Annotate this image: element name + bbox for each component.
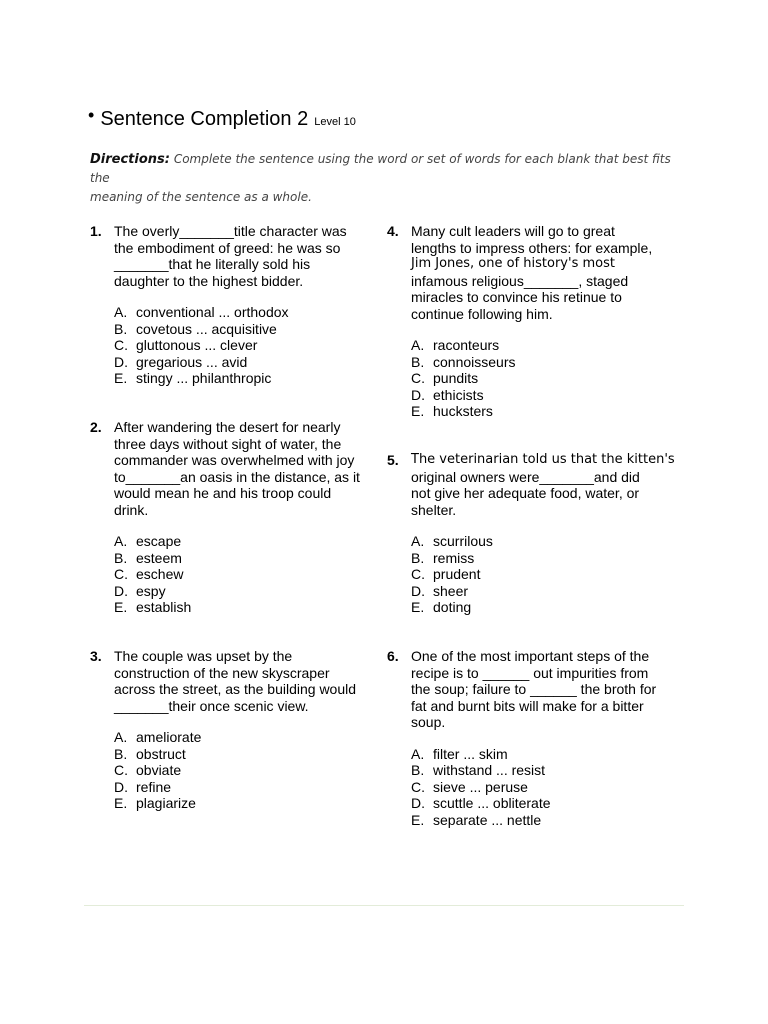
- option-text: eschew: [136, 566, 184, 582]
- option-d[interactable]: [114, 354, 352, 371]
- question-line: drink.: [114, 501, 149, 518]
- options-list: [411, 533, 669, 616]
- option-text: gregarious ... avid: [136, 353, 248, 370]
- option-text: obviate: [136, 762, 182, 778]
- option-a[interactable]: [411, 746, 669, 763]
- option-text: refine: [136, 778, 172, 795]
- question-5: [387, 452, 675, 616]
- directions-text-1: Complete the sentence using the word or set of words for each blank that best fits the: [90, 152, 671, 185]
- question-number: 6.: [387, 648, 399, 664]
- option-letter: A.: [114, 729, 128, 745]
- option-text: withstand ... resist: [433, 762, 546, 778]
- question-6: [387, 648, 669, 828]
- question-line: After wandering the desert for nearly: [114, 419, 341, 435]
- option-b[interactable]: [114, 746, 352, 763]
- option-letter: A.: [114, 304, 128, 320]
- option-c[interactable]: [411, 370, 669, 387]
- option-letter: B.: [411, 549, 425, 566]
- option-a[interactable]: [114, 533, 352, 550]
- option-text: covetous ... acquisitive: [136, 320, 277, 337]
- option-letter: E.: [411, 403, 425, 419]
- option-letter: D.: [114, 353, 128, 370]
- option-b[interactable]: [411, 550, 669, 567]
- option-letter: C.: [114, 762, 128, 778]
- option-letter: A.: [411, 337, 425, 353]
- directions-line-2: meaning of the sentence as a whole.: [90, 190, 312, 204]
- option-letter: B.: [411, 353, 425, 370]
- question-number: 5.: [387, 452, 399, 468]
- option-letter: E.: [114, 795, 128, 811]
- question-line: would mean he and his troop could: [114, 485, 332, 501]
- option-text: hucksters: [433, 403, 493, 419]
- option-d[interactable]: [411, 795, 669, 812]
- option-letter: B.: [114, 320, 128, 337]
- option-text: esteem: [136, 549, 182, 566]
- option-text: sheer: [433, 582, 469, 599]
- question-line: infamous religious_______, staged: [411, 272, 629, 289]
- option-text: espy: [136, 582, 166, 599]
- question-line: _______their once scenic view.: [114, 697, 309, 714]
- options-list: [411, 337, 669, 420]
- directions-label: Directions:: [90, 152, 170, 167]
- option-text: escape: [136, 533, 182, 549]
- question-line: soup.: [411, 714, 446, 730]
- question-number: 3.: [90, 648, 102, 664]
- question-text: [411, 648, 669, 731]
- directions-line-1: [90, 150, 690, 188]
- option-c[interactable]: [411, 566, 669, 583]
- option-c[interactable]: [411, 779, 669, 796]
- option-e[interactable]: [114, 599, 352, 616]
- option-b[interactable]: [114, 321, 352, 338]
- option-letter: D.: [114, 582, 128, 599]
- question-1: [90, 223, 352, 387]
- option-text: sieve ... peruse: [433, 778, 528, 795]
- option-letter: C.: [114, 566, 128, 582]
- option-a[interactable]: [114, 304, 352, 321]
- option-e[interactable]: [411, 812, 669, 829]
- option-text: establish: [136, 599, 192, 615]
- option-letter: D.: [411, 386, 425, 403]
- question-3: [90, 648, 357, 812]
- question-line: miracles to convince his retinue to: [411, 289, 622, 305]
- option-letter: A.: [411, 745, 425, 762]
- option-e[interactable]: [411, 403, 669, 420]
- question-text: [114, 223, 352, 289]
- option-letter: C.: [411, 778, 425, 795]
- question-text: [411, 223, 669, 322]
- question-line: the soup; failure to ______ the broth for: [411, 681, 657, 697]
- option-c[interactable]: [114, 337, 352, 354]
- option-text: obstruct: [136, 745, 186, 762]
- option-letter: E.: [114, 370, 128, 386]
- option-b[interactable]: [411, 354, 669, 371]
- question-line: continue following him.: [411, 305, 553, 322]
- level-label: Level 10: [314, 116, 356, 128]
- question-number: 1.: [90, 223, 102, 239]
- option-text: doting: [433, 599, 472, 615]
- question-line: fat and burnt bits will make for a bitter: [411, 697, 644, 714]
- question-line: The overly_______title character was: [114, 223, 347, 239]
- question-line: original owners were_______and did: [411, 468, 640, 485]
- question-line: lengths to impress others: for example,: [411, 239, 653, 256]
- option-d[interactable]: [411, 583, 669, 600]
- option-letter: D.: [411, 582, 425, 599]
- option-d[interactable]: [114, 583, 352, 600]
- option-c[interactable]: [114, 762, 352, 779]
- option-text: ethicists: [433, 386, 484, 403]
- option-letter: B.: [114, 549, 128, 566]
- option-text: conventional ... orthodox: [136, 304, 289, 320]
- question-line: construction of the new skyscraper: [114, 664, 330, 681]
- option-d[interactable]: [411, 387, 669, 404]
- question-text: [114, 648, 357, 714]
- option-text: pundits: [433, 370, 479, 386]
- option-letter: B.: [411, 762, 425, 778]
- question-text: [114, 419, 360, 518]
- bullet-icon: •: [88, 105, 95, 125]
- question-line: three days without sight of water, the: [114, 435, 342, 452]
- question-line: not give her adequate food, water, or: [411, 485, 640, 501]
- option-letter: C.: [411, 566, 425, 582]
- options-list: [411, 746, 669, 829]
- option-letter: C.: [411, 370, 425, 386]
- option-letter: E.: [411, 599, 425, 615]
- question-line: commander was overwhelmed with joy: [114, 452, 355, 468]
- option-letter: A.: [411, 533, 425, 549]
- option-letter: C.: [114, 337, 128, 353]
- option-e[interactable]: [114, 370, 352, 387]
- options-list: [114, 533, 352, 616]
- footer-divider: [84, 905, 684, 906]
- option-letter: E.: [114, 599, 128, 615]
- question-line: The veterinarian told us that the kitten's: [411, 452, 675, 467]
- option-text: plagiarize: [136, 795, 196, 811]
- option-letter: D.: [411, 795, 425, 811]
- option-a[interactable]: [411, 533, 669, 550]
- option-b[interactable]: [114, 550, 352, 567]
- title-text: Sentence Completion 2: [100, 108, 309, 130]
- question-line: the embodiment of greed: he was so: [114, 239, 341, 256]
- question-line: to_______an oasis in the distance, as it: [114, 468, 360, 485]
- page-title: [88, 106, 356, 129]
- question-line: Jim Jones, one of history's most: [411, 256, 615, 271]
- option-text: connoisseurs: [433, 353, 516, 370]
- question-line: daughter to the highest bidder.: [114, 272, 304, 289]
- option-text: prudent: [433, 566, 481, 582]
- question-line: Many cult leaders will go to great: [411, 223, 615, 239]
- option-letter: A.: [114, 533, 128, 549]
- question-number: 4.: [387, 223, 399, 239]
- option-letter: E.: [411, 811, 425, 828]
- options-list: [114, 729, 352, 812]
- option-d[interactable]: [114, 779, 352, 796]
- question-line: recipe is to ______ out impurities from: [411, 664, 649, 681]
- question-2: [90, 419, 360, 616]
- question-number: 2.: [90, 419, 102, 435]
- option-a[interactable]: [411, 337, 669, 354]
- option-text: ameliorate: [136, 729, 202, 745]
- option-text: scuttle ... obliterate: [433, 795, 551, 811]
- question-line: _______that he literally sold his: [114, 256, 311, 272]
- option-letter: B.: [114, 745, 128, 762]
- option-text: gluttonous ... clever: [136, 337, 258, 353]
- option-e[interactable]: [411, 599, 669, 616]
- directions: [90, 150, 690, 207]
- option-text: remiss: [433, 549, 475, 566]
- question-line: One of the most important steps of the: [411, 648, 650, 664]
- question-4: [387, 223, 669, 420]
- option-text: stingy ... philanthropic: [136, 370, 272, 386]
- option-a[interactable]: [114, 729, 352, 746]
- option-letter: D.: [114, 778, 128, 795]
- option-e[interactable]: [114, 795, 352, 812]
- question-text: [411, 452, 675, 518]
- question-line: shelter.: [411, 501, 457, 518]
- option-b[interactable]: [411, 762, 669, 779]
- option-text: filter ... skim: [433, 745, 508, 762]
- option-text: separate ... nettle: [433, 811, 542, 828]
- question-line: The couple was upset by the: [114, 648, 293, 664]
- options-list: [114, 304, 352, 387]
- option-text: scurrilous: [433, 533, 493, 549]
- option-text: raconteurs: [433, 337, 500, 353]
- option-c[interactable]: [114, 566, 352, 583]
- question-line: across the street, as the building would: [114, 681, 357, 697]
